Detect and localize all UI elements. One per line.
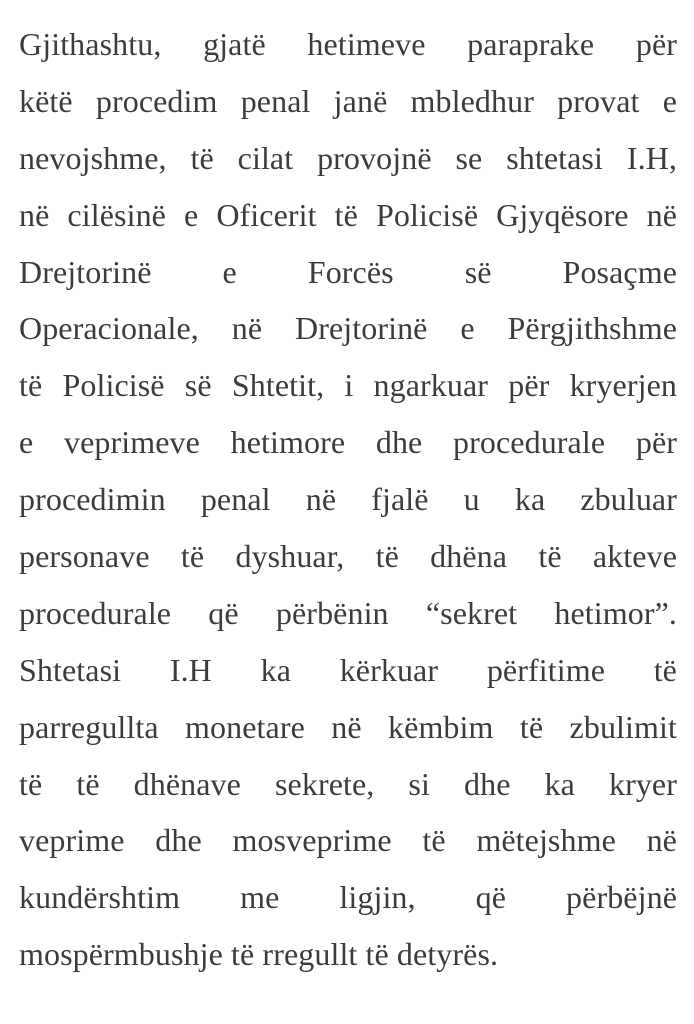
paragraph-line: mospërmbushje të rregullt të detyrës. [19, 936, 499, 973]
paragraph-line: të të dhënave sekrete, si dhe ka kryer [19, 765, 677, 802]
paragraph-line: personave të dyshuar, të dhëna të akteve [19, 538, 677, 575]
paragraph-line: parregullta monetare në këmbim të zbulimit [19, 708, 677, 745]
paragraph-line: Drejtorinë e Forcës së Posaçme [19, 253, 677, 290]
paragraph-line: procedurale që përbënin “sekret hetimor”. [19, 594, 677, 631]
paragraph-line: kundërshtim me ligjin, që përbëjnë [19, 879, 677, 916]
paragraph-line: këtë procedim penal janë mbledhur provat e [19, 82, 677, 119]
article-paragraph [19, 16, 677, 983]
paragraph-line: nevojshme, të cilat provojnë se shtetasi I.H, [19, 139, 677, 176]
paragraph-line: në cilësinë e Oficerit të Policisë Gjyqësore në [19, 196, 677, 233]
paragraph-line: procedimin penal në fjalë u ka zbuluar [19, 481, 677, 518]
paragraph-line: Gjithashtu, gjatë hetimeve paraprake për [19, 26, 677, 62]
paragraph-line: e veprimeve hetimore dhe procedurale për [19, 424, 677, 461]
paragraph-line: Shtetasi I.H ka kërkuar përfitime të [19, 651, 677, 688]
paragraph-line: të Policisë së Shtetit, i ngarkuar për kryerjen [19, 367, 677, 404]
paragraph-line: veprime dhe mosveprime të mëtejshme në [19, 822, 677, 859]
paragraph-line: Operacionale, në Drejtorinë e Përgjithshme [19, 310, 677, 347]
